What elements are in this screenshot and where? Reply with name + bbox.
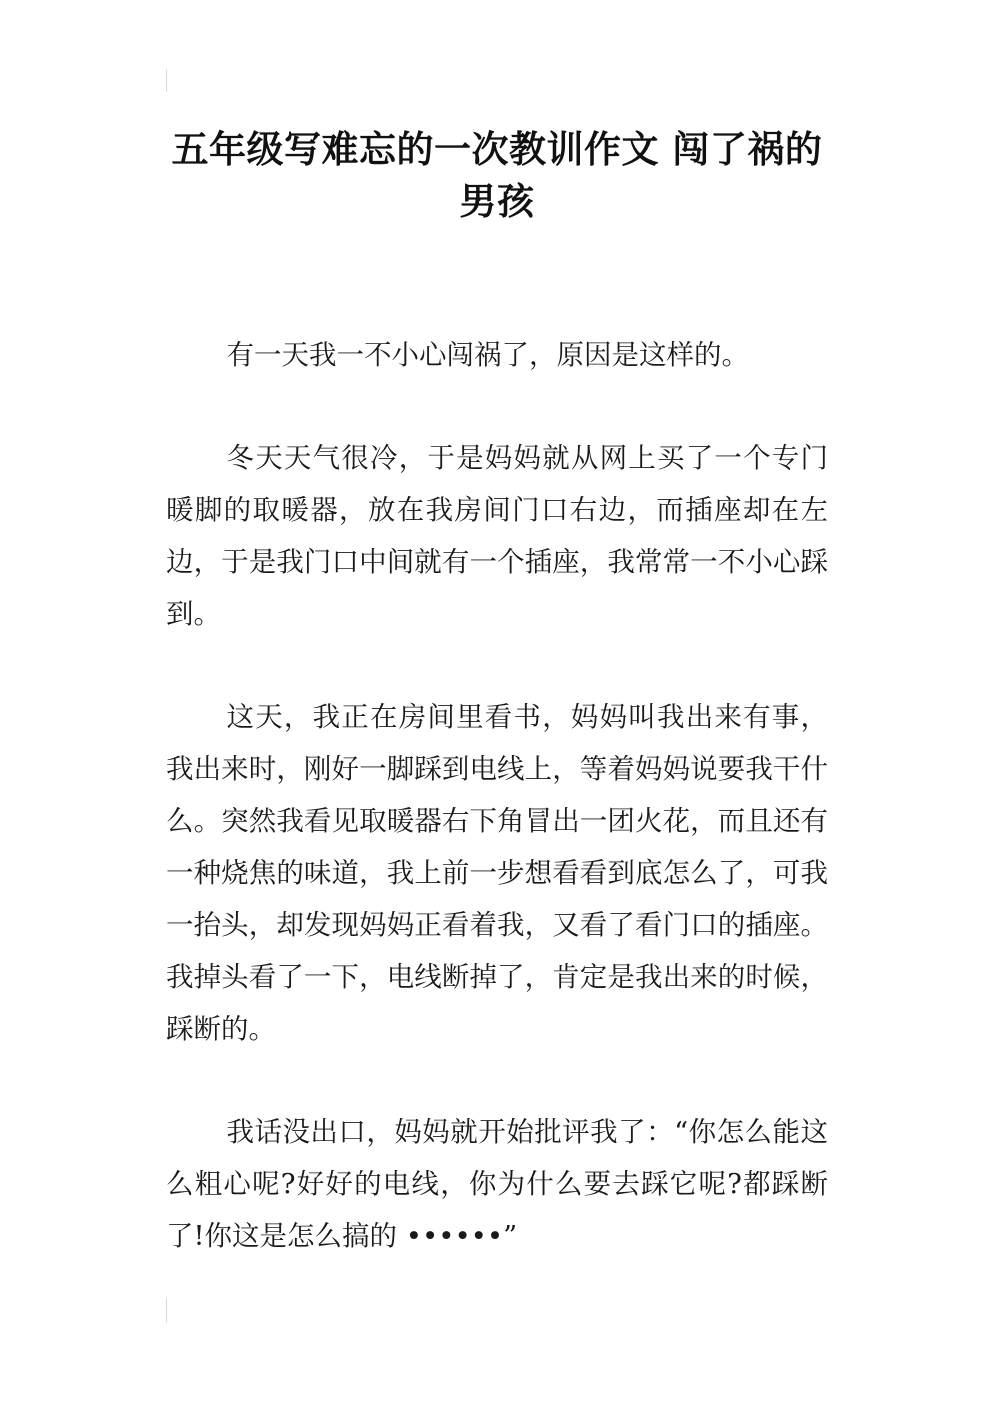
paragraph-3: 这天，我正在房间里看书，妈妈叫我出来有事，我出来时，刚好一脚踩到电线上，等着妈妈说要我干什么。突然我看见取暖器右下角冒出一团火花，而且还有一种烧焦的味道，我上前一步想看看到底怎么了，可我一抬头，却发现妈妈正看着我，又看了看门口的插座。我掉头看了一下，电线断掉了，肯定是我出来的时候，踩断的。 — [166, 701, 828, 1045]
page-corner-mark-top — [166, 70, 167, 92]
paragraph-4: 我话没出口，妈妈就开始批评我了：“你怎么能这么粗心呢?好好的电线，你为什么要去踩它呢?都踩断了!你这是怎么搞的 ••••••” — [166, 1116, 828, 1252]
document-title: 五年级写难忘的一次教训作文 闯了祸的男孩 — [171, 128, 823, 223]
paragraph-2: 冬天天气很冷，于是妈妈就从网上买了一个专门暖脚的取暖器，放在我房间门口右边，而插座却在左边，于是我门口中间就有一个插座，我常常一不小心踩到。 — [166, 442, 828, 630]
document-body — [166, 329, 828, 1313]
paragraph-1: 有一天我一不小心闯祸了，原因是这样的。 — [226, 339, 749, 371]
